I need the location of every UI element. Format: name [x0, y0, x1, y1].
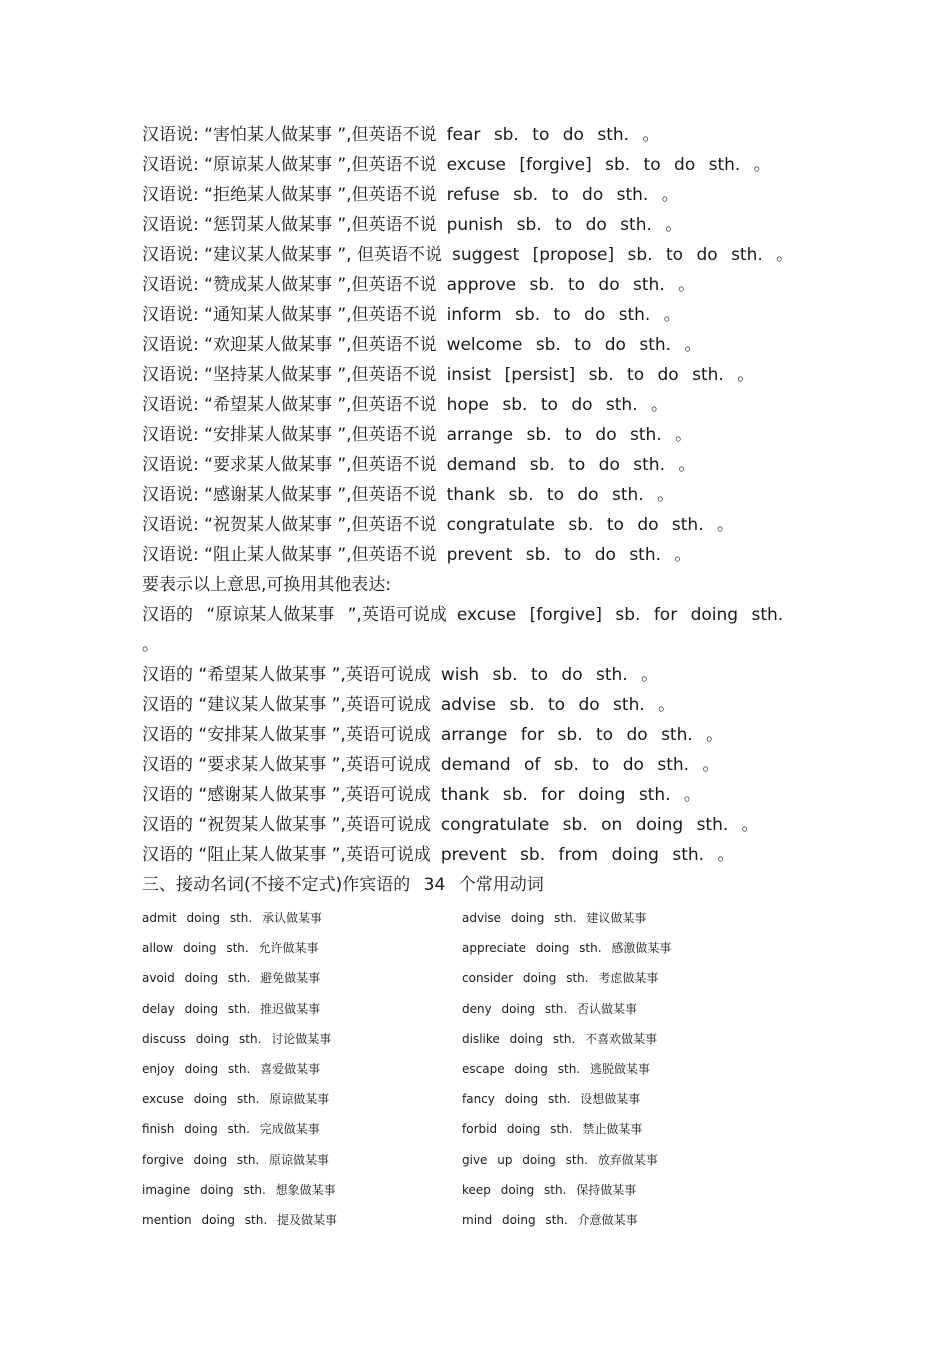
verb-item: fancy doing sth. 设想做某事: [462, 1092, 641, 1107]
verb-row: [142, 933, 822, 963]
verb-item: admit doing sth. 承认做某事: [142, 911, 323, 925]
not-say-line: 汉语说: “祝贺某人做某事 ”,但英语不说 congratulate sb. to do sth. 。: [142, 515, 735, 535]
section-heading: 三、接动名词(不接不定式)作宾语的 34 个常用动词: [142, 875, 544, 895]
verb-item: finish doing sth. 完成做某事: [142, 1122, 320, 1137]
verb-item: excuse doing sth. 原谅做某事: [142, 1092, 330, 1107]
alt-line: 汉语的 “阻止某人做某事 ”,英语可说成 prevent sb. from doing sth. 。: [142, 845, 735, 865]
verb-row: [142, 1205, 822, 1235]
alt-intro: 要表示以上意思,可换用其他表达:: [142, 575, 392, 595]
verb-item: discuss doing sth. 讨论做某事: [142, 1031, 332, 1046]
not-say-line: 汉语说: “害怕某人做某事 ”,但英语不说 fear sb. to do sth. 。: [142, 125, 660, 145]
alt-line: 汉语的 “希望某人做某事 ”,英语可说成 wish sb. to do sth. 。: [142, 665, 659, 685]
not-say-line: 汉语说: “赞成某人做某事 ”,但英语不说 approve sb. to do sth. 。: [142, 275, 696, 295]
not-say-line: 汉语说: “欢迎某人做某事 ”,但英语不说 welcome sb. to do sth. 。: [142, 335, 702, 355]
verb-row: [142, 1145, 822, 1175]
not-say-line: 汉语说: “阻止某人做某事 ”,但英语不说 prevent sb. to do sth. 。: [142, 545, 692, 565]
not-say-line: 汉语说: “拒绝某人做某事 ”,但英语不说 refuse sb. to do sth. 。: [142, 185, 679, 205]
verb-item: advise doing sth. 建议做某事: [462, 911, 647, 925]
verb-item: escape doing sth. 逃脱做某事: [462, 1061, 650, 1076]
verb-row: [142, 1114, 822, 1144]
not-say-line: 汉语说: “希望某人做某事 ”,但英语不说 hope sb. to do sth. 。: [142, 395, 669, 415]
document-body: [142, 120, 822, 900]
alt-line: 汉语的 “要求某人做某事 ”,英语可说成 demand of sb. to do sth. 。: [142, 755, 720, 775]
verb-item: mention doing sth. 提及做某事: [142, 1212, 338, 1227]
verb-item: appreciate doing sth. 感激做某事: [462, 941, 672, 956]
verb-item: give up doing sth. 放弃做某事: [462, 1152, 658, 1167]
verb-item: allow doing sth. 允许做某事: [142, 941, 319, 956]
not-say-line: 汉语说: “建议某人做某事 ”, 但英语不说 suggest [propose] sb. to do sth. 。: [142, 245, 794, 265]
alt-line: 汉语的 “祝贺某人做某事 ”,英语可说成 congratulate sb. on doing sth. 。: [142, 815, 759, 835]
not-say-line: 汉语说: “坚持某人做某事 ”,但英语不说 insist [persist] sb. to do sth. 。: [142, 365, 755, 385]
verb-item: avoid doing sth. 避免做某事: [142, 971, 321, 986]
verb-row: [142, 963, 822, 993]
not-say-section: [142, 120, 822, 570]
verb-item: deny doing sth. 否认做某事: [462, 1001, 638, 1016]
alt-line: 汉语的 “感谢某人做某事 ”,英语可说成 thank sb. for doing sth. 。: [142, 785, 701, 805]
verb-row: [142, 1054, 822, 1084]
not-say-line: 汉语说: “通知某人做某事 ”,但英语不说 inform sb. to do sth. 。: [142, 305, 681, 325]
alt-first-paragraph: 汉语的 “原谅某人做某事 ”,英语可说成 excuse [forgive] sb. for doing sth. 。: [142, 605, 784, 655]
verb-item: forgive doing sth. 原谅做某事: [142, 1152, 330, 1167]
verb-item: consider doing sth. 考虑做某事: [462, 971, 659, 986]
not-say-line: 汉语说: “原谅某人做某事 ”,但英语不说 excuse [forgive] sb. to do sth. 。: [142, 155, 771, 175]
not-say-line: 汉语说: “要求某人做某事 ”,但英语不说 demand sb. to do sth. 。: [142, 455, 696, 475]
verb-item: enjoy doing sth. 喜爱做某事: [142, 1061, 321, 1076]
verb-row: [142, 994, 822, 1024]
alt-line: 汉语的 “安排某人做某事 ”,英语可说成 arrange for sb. to do sth. 。: [142, 725, 724, 745]
verb-item: mind doing sth. 介意做某事: [462, 1212, 638, 1227]
not-say-line: 汉语说: “安排某人做某事 ”,但英语不说 arrange sb. to do sth. 。: [142, 425, 693, 445]
verb-list: [142, 903, 822, 1235]
alt-line: 汉语的 “建议某人做某事 ”,英语可说成 advise sb. to do sth. 。: [142, 695, 676, 715]
verb-row: [142, 1024, 822, 1054]
not-say-line: 汉语说: “惩罚某人做某事 ”,但英语不说 punish sb. to do sth. 。: [142, 215, 683, 235]
verb-row: [142, 903, 822, 933]
verb-item: forbid doing sth. 禁止做某事: [462, 1122, 643, 1137]
verb-item: imagine doing sth. 想象做某事: [142, 1182, 336, 1197]
verb-row: [142, 1084, 822, 1114]
verb-item: delay doing sth. 推迟做某事: [142, 1001, 321, 1016]
not-say-line: 汉语说: “感谢某人做某事 ”,但英语不说 thank sb. to do sth. 。: [142, 485, 675, 505]
verb-item: keep doing sth. 保持做某事: [462, 1182, 637, 1197]
verb-row: [142, 1175, 822, 1205]
verb-item: dislike doing sth. 不喜欢做某事: [462, 1031, 658, 1046]
alt-section: [142, 660, 822, 870]
